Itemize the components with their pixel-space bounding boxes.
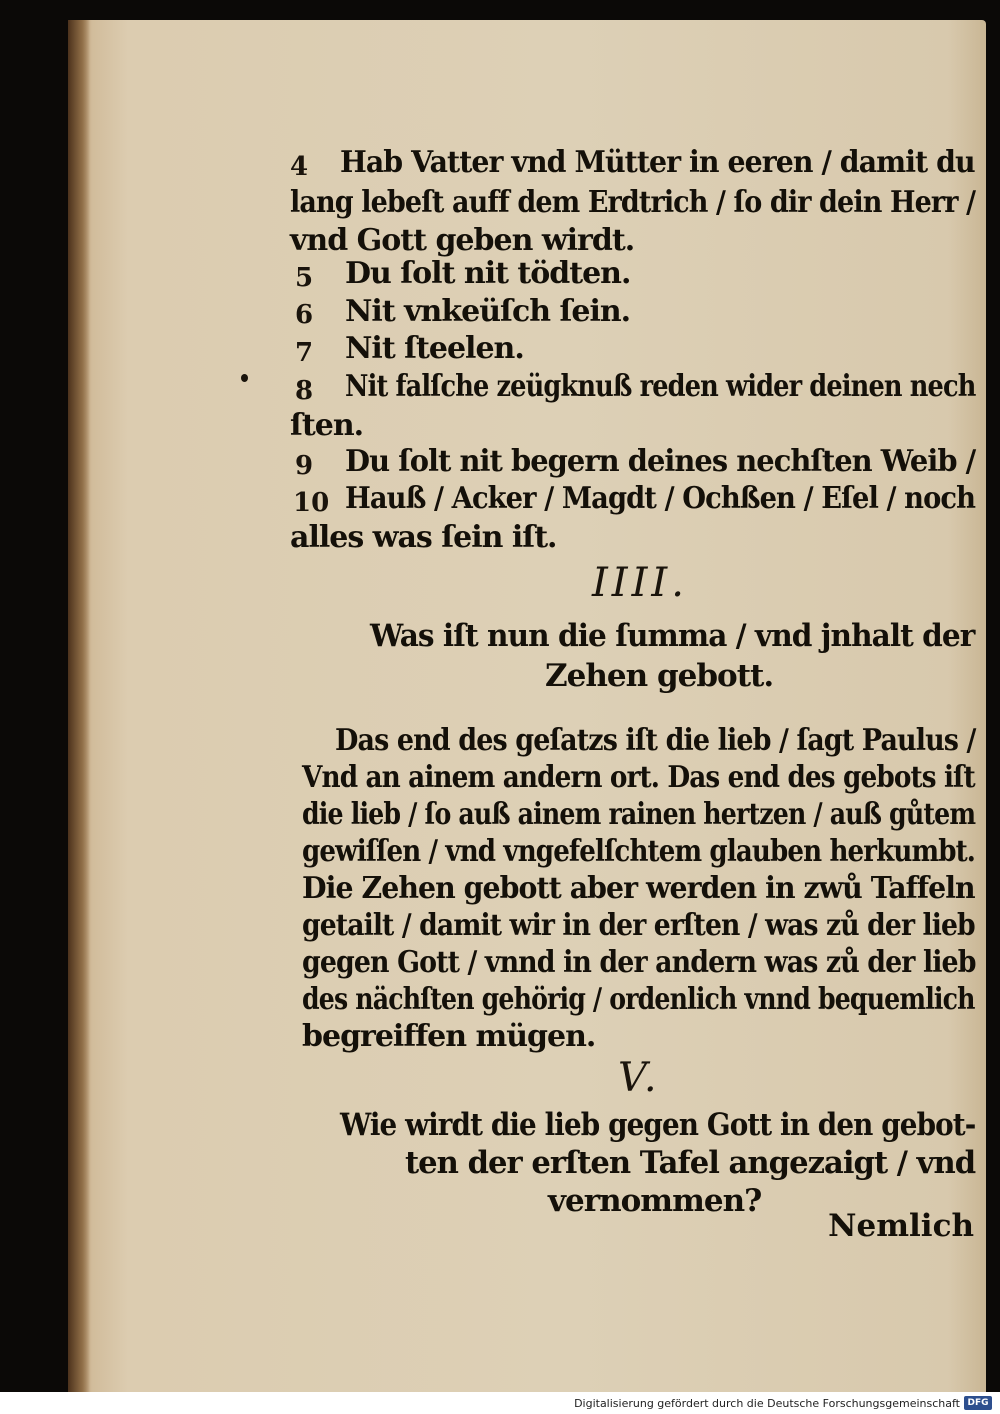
commandment-line: Hab Vatter vnd Mütter in eeren / damit du xyxy=(340,145,975,180)
line-number: 6 xyxy=(295,300,314,330)
dfg-logo: DFG xyxy=(964,1396,992,1410)
question-line: vernommen? xyxy=(548,1183,762,1219)
commandment-line: alles was ſein iſt. xyxy=(290,520,557,555)
commandment-line: Du ſolt nit begern deines nechſten Weib / xyxy=(345,444,976,479)
funding-notice: Digitalisierung gefördert durch die Deutsche Forschungsgemeinschaft xyxy=(574,1397,960,1410)
page-gutter-shadow xyxy=(68,20,90,1392)
question-line: Wie wirdt die lieb gegen Gott in den gebot- xyxy=(340,1107,976,1143)
answer-line: Die Zehen gebott aber werden in zwů Taffeln xyxy=(302,871,975,906)
question-line: Zehen gebott. xyxy=(545,658,774,694)
commandment-line: vnd Gott geben wirdt. xyxy=(290,223,635,258)
commandment-line: Nit vnkeüſch ſein. xyxy=(345,294,631,329)
commandment-line: Nit ſteelen. xyxy=(345,331,524,366)
answer-line: begreiffen mügen. xyxy=(302,1019,596,1054)
ink-dot xyxy=(241,374,248,382)
line-number: 5 xyxy=(295,263,314,293)
catchword: Nemlich xyxy=(828,1208,974,1244)
section-numeral: IIII. xyxy=(592,560,688,606)
answer-line: Das end des geſatzs iſt die lieb / ſagt Paulus / xyxy=(335,723,976,758)
line-number: 4 xyxy=(290,152,309,182)
section-numeral: V. xyxy=(618,1055,661,1101)
commandment-line: ſten. xyxy=(290,408,364,443)
answer-line: getailt / damit wir in der erſten / was zů der lieb xyxy=(302,908,975,943)
question-line: ten der erſten Tafel angezaigt / vnd xyxy=(405,1145,976,1181)
answer-line: die lieb / ſo auß ainem rainen hertzen / auß gůtem xyxy=(302,797,976,832)
commandment-line: Nit falſche zeügknuß reden wider deinen nech xyxy=(345,369,976,404)
commandment-line: Du ſolt nit tödten. xyxy=(345,256,631,291)
answer-line: des nächſten gehörig / ordenlich vnnd bequemlich xyxy=(302,982,975,1017)
answer-line: Vnd an ainem andern ort. Das end des gebots iſt xyxy=(302,760,975,795)
line-number: 8 xyxy=(295,376,314,406)
answer-line: gegen Gott / vnnd in der andern was zů der lieb xyxy=(302,945,976,980)
commandment-line: Hauß / Acker / Magdt / Ochßen / Eſel / noch xyxy=(345,481,976,516)
line-number: 7 xyxy=(295,338,314,368)
answer-line: gewiſſen / vnd vngefelſchtem glauben herkumbt. xyxy=(302,834,976,869)
line-number: 10 xyxy=(293,488,330,518)
question-line: Was iſt nun die ſumma / vnd jnhalt der xyxy=(370,618,975,654)
commandment-line: lang lebeſt auff dem Erdtrich / ſo dir dein Herr / xyxy=(290,185,976,220)
line-number: 9 xyxy=(295,451,314,481)
